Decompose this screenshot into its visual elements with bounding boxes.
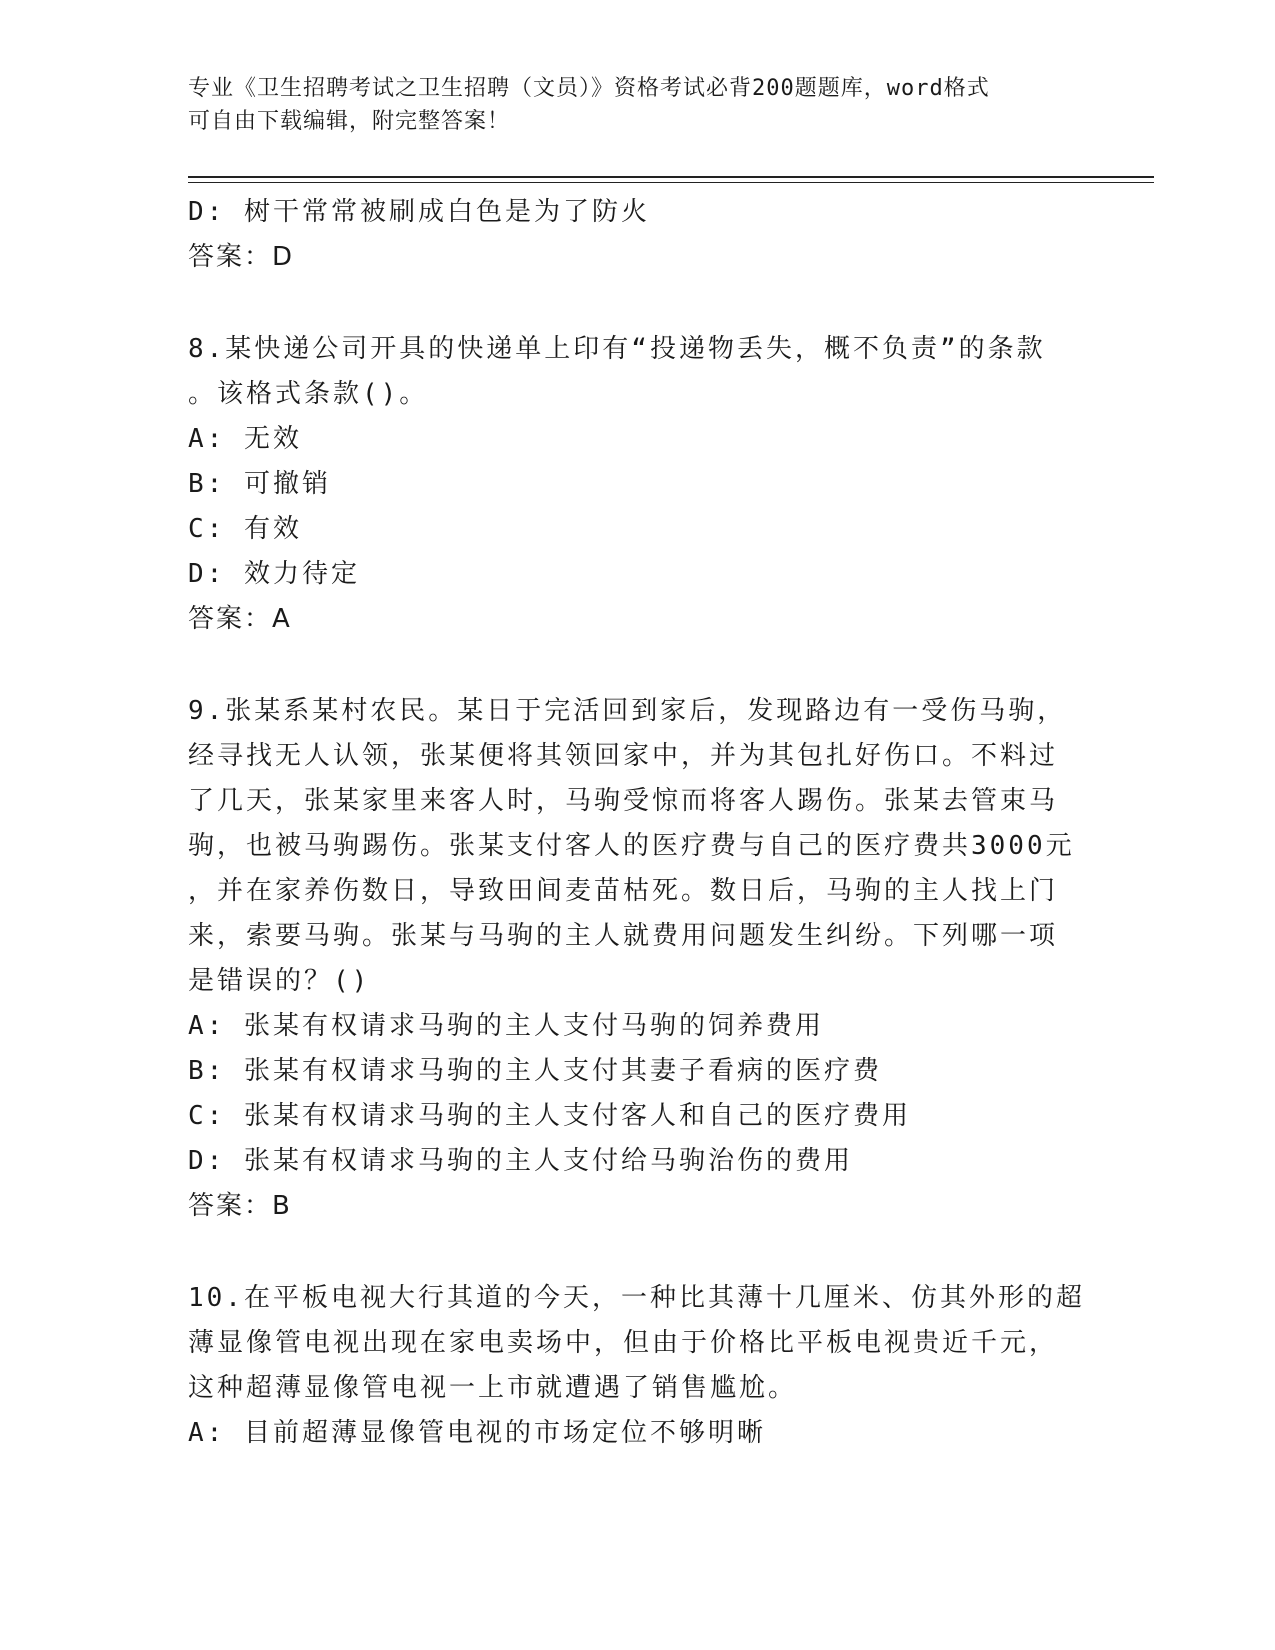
option-a: A: 目前超薄显像管电视的市场定位不够明晰 (188, 1418, 766, 1448)
question-9 (188, 689, 1088, 1229)
header-divider-thin (188, 182, 1154, 183)
question-8 (188, 327, 1088, 642)
question-stem-line: 经寻找无人认领，张某便将其领回家中，并为其包扎好伤口。不料过 (188, 741, 1059, 771)
option-d: D: 树干常常被刷成白色是为了防火 (188, 197, 650, 227)
question-stem-line: 10.在平板电视大行其道的今天，一种比其薄十几厘米、仿其外形的超 (188, 1283, 1085, 1313)
option-c: C: 有效 (188, 514, 302, 544)
header-line: 专业《卫生招聘考试之卫生招聘（文员）》资格考试必背200题题库，word格式 (188, 76, 990, 101)
question-stem-line: 了几天，张某家里来客人时，马驹受惊而将客人踢伤。张某去管束马 (188, 786, 1059, 816)
option-b: B: 张某有权请求马驹的主人支付其妻子看病的医疗费 (188, 1056, 882, 1086)
option-d: D: 张某有权请求马驹的主人支付给马驹治伤的费用 (188, 1146, 853, 1176)
question-stem-line: 。该格式条款()。 (188, 379, 429, 409)
question-stem-line: 这种超薄显像管电视一上市就遭遇了销售尴尬。 (188, 1373, 798, 1403)
question-stem-line: 来，索要马驹。张某与马驹的主人就费用问题发生纠纷。下列哪一项 (188, 921, 1059, 951)
question-stem-line: ，并在家养伤数日，导致田间麦苗枯死。数日后，马驹的主人找上门 (188, 876, 1059, 906)
spacer (188, 280, 1088, 327)
document-header (188, 72, 1088, 138)
answer-line: 答案：B (188, 1191, 292, 1221)
question-stem-line: 是错误的？() (188, 966, 371, 996)
question-10 (188, 1276, 1088, 1456)
spacer (188, 642, 1088, 689)
option-d: D: 效力待定 (188, 559, 360, 589)
answer-line: 答案：A (188, 604, 292, 634)
spacer (188, 1229, 1088, 1276)
answer-line: 答案：D (188, 242, 295, 272)
question-7-tail (188, 190, 1088, 280)
question-list (188, 190, 1088, 1456)
option-b: B: 可撤销 (188, 469, 331, 499)
question-stem-line: 驹，也被马驹踢伤。张某支付客人的医疗费与自己的医疗费共3000元 (188, 831, 1075, 861)
header-divider-thick (188, 176, 1154, 178)
option-a: A: 张某有权请求马驹的主人支付马驹的饲养费用 (188, 1011, 824, 1041)
question-stem-line: 薄显像管电视出现在家电卖场中，但由于价格比平板电视贵近千元， (188, 1328, 1059, 1358)
header-line: 可自由下载编辑，附完整答案！ (188, 109, 511, 134)
option-c: C: 张某有权请求马驹的主人支付客人和自己的医疗费用 (188, 1101, 911, 1131)
question-stem-line: 9.张某系某村农民。某日于完活回到家后，发现路边有一受伤马驹， (188, 696, 1067, 726)
question-stem-line: 8.某快递公司开具的快递单上印有“投递物丢失，概不负责”的条款 (188, 334, 1046, 364)
option-a: A: 无效 (188, 424, 302, 454)
